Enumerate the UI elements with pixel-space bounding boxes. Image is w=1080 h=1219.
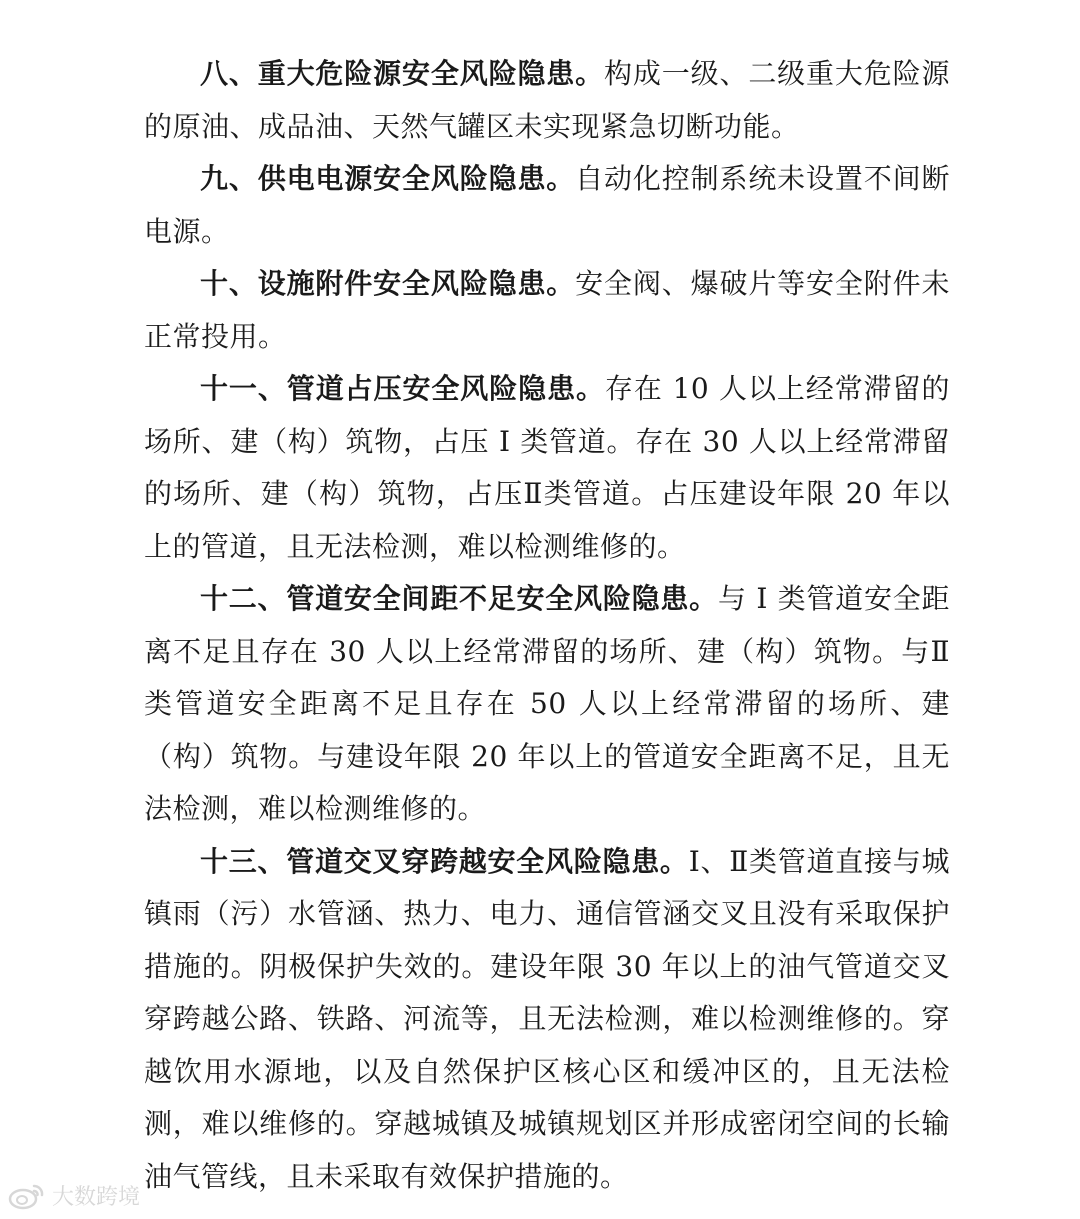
paragraph-13 [144,836,950,1204]
weibo-logo-icon [8,1182,46,1210]
paragraph-heading: 十二、管道安全间距不足安全风险隐患。 [200,582,718,615]
paragraph-body: 构成一级、二级重大危险源的原油、成品油、天然气罐区未实现紧急切断功能。 [144,57,950,143]
paragraph-10 [144,258,950,363]
watermark-text: 大数跨境 [52,1185,141,1210]
paragraph-11 [144,363,950,573]
paragraph-12 [144,573,950,836]
paragraph-heading: 十一、管道占压安全风险隐患。 [200,372,605,405]
paragraph-9 [144,153,950,258]
paragraph-body: 安全阀、爆破片等安全附件未正常投用。 [144,267,950,353]
watermark [8,1180,140,1211]
paragraph-body: 自动化控制系统未设置不间断电源。 [144,162,950,248]
paragraph-heading: 八、重大危险源安全风险隐患。 [200,57,605,90]
document-page [144,48,950,1203]
paragraph-body: 与 I 类管道安全距离不足且存在 30 人以上经常滞留的场所、建（构）筑物。与Ⅱ类管道安全距离不足且存在 50 人以上经常滞留的场所、建（构）筑物。与建设年限 20 年以上的管道安全距离不足，且无法检测，难以检测维修的。 [144,582,950,825]
paragraph-body: Ⅰ、Ⅱ类管道直接与城镇雨（污）水管涵、热力、电力、通信管涵交叉且没有采取保护措施的。阴极保护失效的。建设年限 30 年以上的油气管道交叉穿跨越公路、铁路、河流等，且无法检测，难以检测维修的。穿越饮用水源地，以及自然保护区核心区和缓冲区的，且无法检测，难以维修的。穿越城镇及城镇规划区并形成密闭空间的长输油气管线，且未采取有效保护措施的。 [144,844,950,1193]
paragraph-8 [144,48,950,153]
paragraph-heading: 十三、管道交叉穿跨越安全风险隐患。 [200,844,689,878]
paragraph-body: 存在 10 人以上经常滞留的场所、建（构）筑物，占压 I 类管道。存在 30 人以上经常滞留的场所、建（构）筑物，占压Ⅱ类管道。占压建设年限 20 年以上的管道，且无法检测，难以检测维修的。 [144,372,950,563]
paragraph-heading: 九、供电电源安全风险隐患。 [200,162,576,195]
paragraph-heading: 十、设施附件安全风险隐患。 [200,267,576,300]
